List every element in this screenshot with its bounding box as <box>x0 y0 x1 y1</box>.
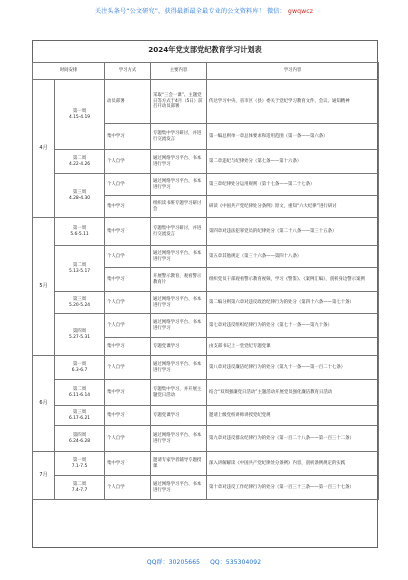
table-row <box>33 80 379 124</box>
header-wechat-id: gwqwcz <box>287 8 314 15</box>
method-cell: 个人自学 <box>105 292 151 314</box>
sub-cell: 专题集中学习，并开展主题党日活动 <box>151 380 207 406</box>
sub-cell: 通过网络学习平台、书本进行学习 <box>151 356 207 380</box>
table-row <box>33 452 379 476</box>
header-time: 时间安排 <box>33 63 105 80</box>
method-cell: 集中学习 <box>105 218 151 246</box>
week-cell: 第一周 7.1-7.5 <box>55 452 105 476</box>
content-cell: 第一编总则单一章总体要求和适用范围（第一条——第六条） <box>207 124 379 150</box>
sub-cell: 通过网络学习平台、书本进行学习 <box>151 476 207 500</box>
month-june: 6月 <box>33 356 55 452</box>
week-cell: 第三周 4.28-4.30 <box>55 174 105 218</box>
content-cell: 第二编分则第六章对违反政治纪律行为的处分（第四十六条——第七十条） <box>207 292 379 314</box>
method-cell: 个人自学 <box>105 476 151 500</box>
content-cell: 第七章对违反组织纪律行为的处分（第七十一条——第九十条） <box>207 314 379 338</box>
sub-cell: 邀请专家学者辅导专题授课 <box>151 452 207 476</box>
sub-cell: 专题党课学习 <box>151 338 207 356</box>
week-cell: 第一周 6.3-6.7 <box>55 356 105 380</box>
sub-cell: 开展警示教育，观看警示教育片 <box>151 268 207 292</box>
week-cell: 第三周 6.17-6.21 <box>55 406 105 426</box>
week-cell: 第二周 7.4-7.7 <box>55 476 105 500</box>
content-cell: 研读《中国共产党纪律处分条例》原文，重知“六大纪律”进行研讨 <box>207 196 379 218</box>
content-cell: 第八章对违反廉洁纪律行为的处分（第九十一条——第一百二十七条） <box>207 356 379 380</box>
content-cell: 第五章其他规定（第三十六条——第四十八条） <box>207 246 379 268</box>
week-cell: 第一周 4.15-4.19 <box>55 80 105 150</box>
table-row <box>33 476 379 500</box>
footer-contacts <box>0 557 408 566</box>
header-main: 主要内容 <box>151 63 207 80</box>
sub-cell: 通过网络学习平台、书本进行学习 <box>151 292 207 314</box>
method-cell: 个人自学 <box>105 150 151 174</box>
method-cell: 个人自学 <box>105 246 151 268</box>
sub-cell: 专题党课学习 <box>151 406 207 426</box>
sub-cell: 专题集中学习研讨，并进行交流发言 <box>151 124 207 150</box>
method-cell: 集中学习 <box>105 406 151 426</box>
month-may: 5月 <box>33 218 55 356</box>
method-cell: 动员部署 <box>105 80 151 124</box>
week-cell: 第二周 6.11-6.14 <box>55 380 105 406</box>
method-cell: 集中学习 <box>105 380 151 406</box>
method-cell: 个人自学 <box>105 314 151 338</box>
method-cell: 个人自学 <box>105 356 151 380</box>
method-cell: 个人自学 <box>105 174 151 196</box>
method-cell: 集中学习 <box>105 452 151 476</box>
table-row <box>33 292 379 314</box>
content-cell: 由支部书记上一堂党纪专题党课 <box>207 338 379 356</box>
method-cell: 集中学习 <box>105 196 151 218</box>
table-row <box>33 218 379 246</box>
header-method: 学习方式 <box>105 63 151 80</box>
table-row <box>33 314 379 338</box>
sub-cell: 通过网络学习平台、书本进行学习 <box>151 174 207 196</box>
table-header-row <box>33 63 379 80</box>
content-cell: 邀请上级党校讲师讲授党纪党规 <box>207 406 379 426</box>
content-cell: 第三章纪律处分运用规则（第十七条——第二十七条） <box>207 174 379 196</box>
header-content: 学习内容 <box>207 63 379 80</box>
sub-cell: 采取“三会一课”、主题党日等方式于4月（5日）前召开动员部署 <box>151 80 207 124</box>
study-plan-table <box>32 62 379 500</box>
week-cell: 第二周 4.22-4.26 <box>55 150 105 174</box>
content-cell: 传达学习中央、省市区（县）委关于党纪学习教育文件、会议、通知精神 <box>207 80 379 124</box>
method-cell: 集中学习 <box>105 268 151 292</box>
month-july: 7月 <box>33 452 55 500</box>
table-row <box>33 406 379 426</box>
table-row <box>33 174 379 196</box>
sub-cell: 专题集中学习研讨，并进行交流发言 <box>151 218 207 246</box>
content-cell: 第十章对违反工作纪律行为的处分（第一百三十三条——第一百三十七条） <box>207 476 379 500</box>
content-cell: 第四章对违法犯罪党员的纪律处分（第二十八条——第三十五条） <box>207 218 379 246</box>
sub-cell: 组织读书班专题学习研讨会 <box>151 196 207 218</box>
week-cell: 第四周 6.24-6.28 <box>55 426 105 452</box>
method-cell: 个人自学 <box>105 426 151 452</box>
month-april: 4月 <box>33 80 55 218</box>
method-cell: 集中学习 <box>105 338 151 356</box>
table-row <box>33 356 379 380</box>
week-cell: 第四周 5.27-5.31 <box>55 314 105 356</box>
week-cell: 第三周 5.20-5.24 <box>55 292 105 314</box>
table-row <box>33 426 379 452</box>
table-row <box>33 150 379 174</box>
document-title: 2024年党支部党纪教育学习计划表 <box>148 45 262 54</box>
content-cell: 第二章违纪与纪律处分（第七条——第十六条） <box>207 150 379 174</box>
sub-cell: 通过网络学习平台、书本进行学习 <box>151 426 207 452</box>
footer-qq: QQ：535304092 <box>210 559 262 566</box>
footer-qq-group: QQ群：30205665 <box>146 559 201 566</box>
method-cell: 集中学习 <box>105 124 151 150</box>
table-row <box>33 380 379 406</box>
sub-cell: 通过网络学习平台、书本进行学习 <box>151 150 207 174</box>
content-cell: 第九章对违反群众纪律行为的处分（第一百二十八条——第一百三十二条） <box>207 426 379 452</box>
week-cell: 第二周 5.13-5.17 <box>55 246 105 292</box>
week-cell: 第一周 5.6-5.11 <box>55 218 105 246</box>
content-cell: 结合“双周强廉党日活动”主题活动开展党员强化廉洁教育日活动 <box>207 380 379 406</box>
sub-cell: 通过网络学习平台、书本进行学习 <box>151 246 207 268</box>
content-cell: 深入讲解解读《中国共产党纪律处分条例》内容，剖析条例规定的实践 <box>207 452 379 476</box>
header-banner <box>0 6 408 15</box>
table-row <box>33 246 379 268</box>
content-cell: 组织党员干部观看警示教育视频，学习《警鉴》、《案例汇编》，剖析身边警示案例 <box>207 268 379 292</box>
sub-cell: 通过网络学习平台、书本进行学习 <box>151 314 207 338</box>
header-banner-text: 关注头条号“公文研究”，获得最新最全最专业的公文资料库！ 微信： <box>94 8 286 15</box>
